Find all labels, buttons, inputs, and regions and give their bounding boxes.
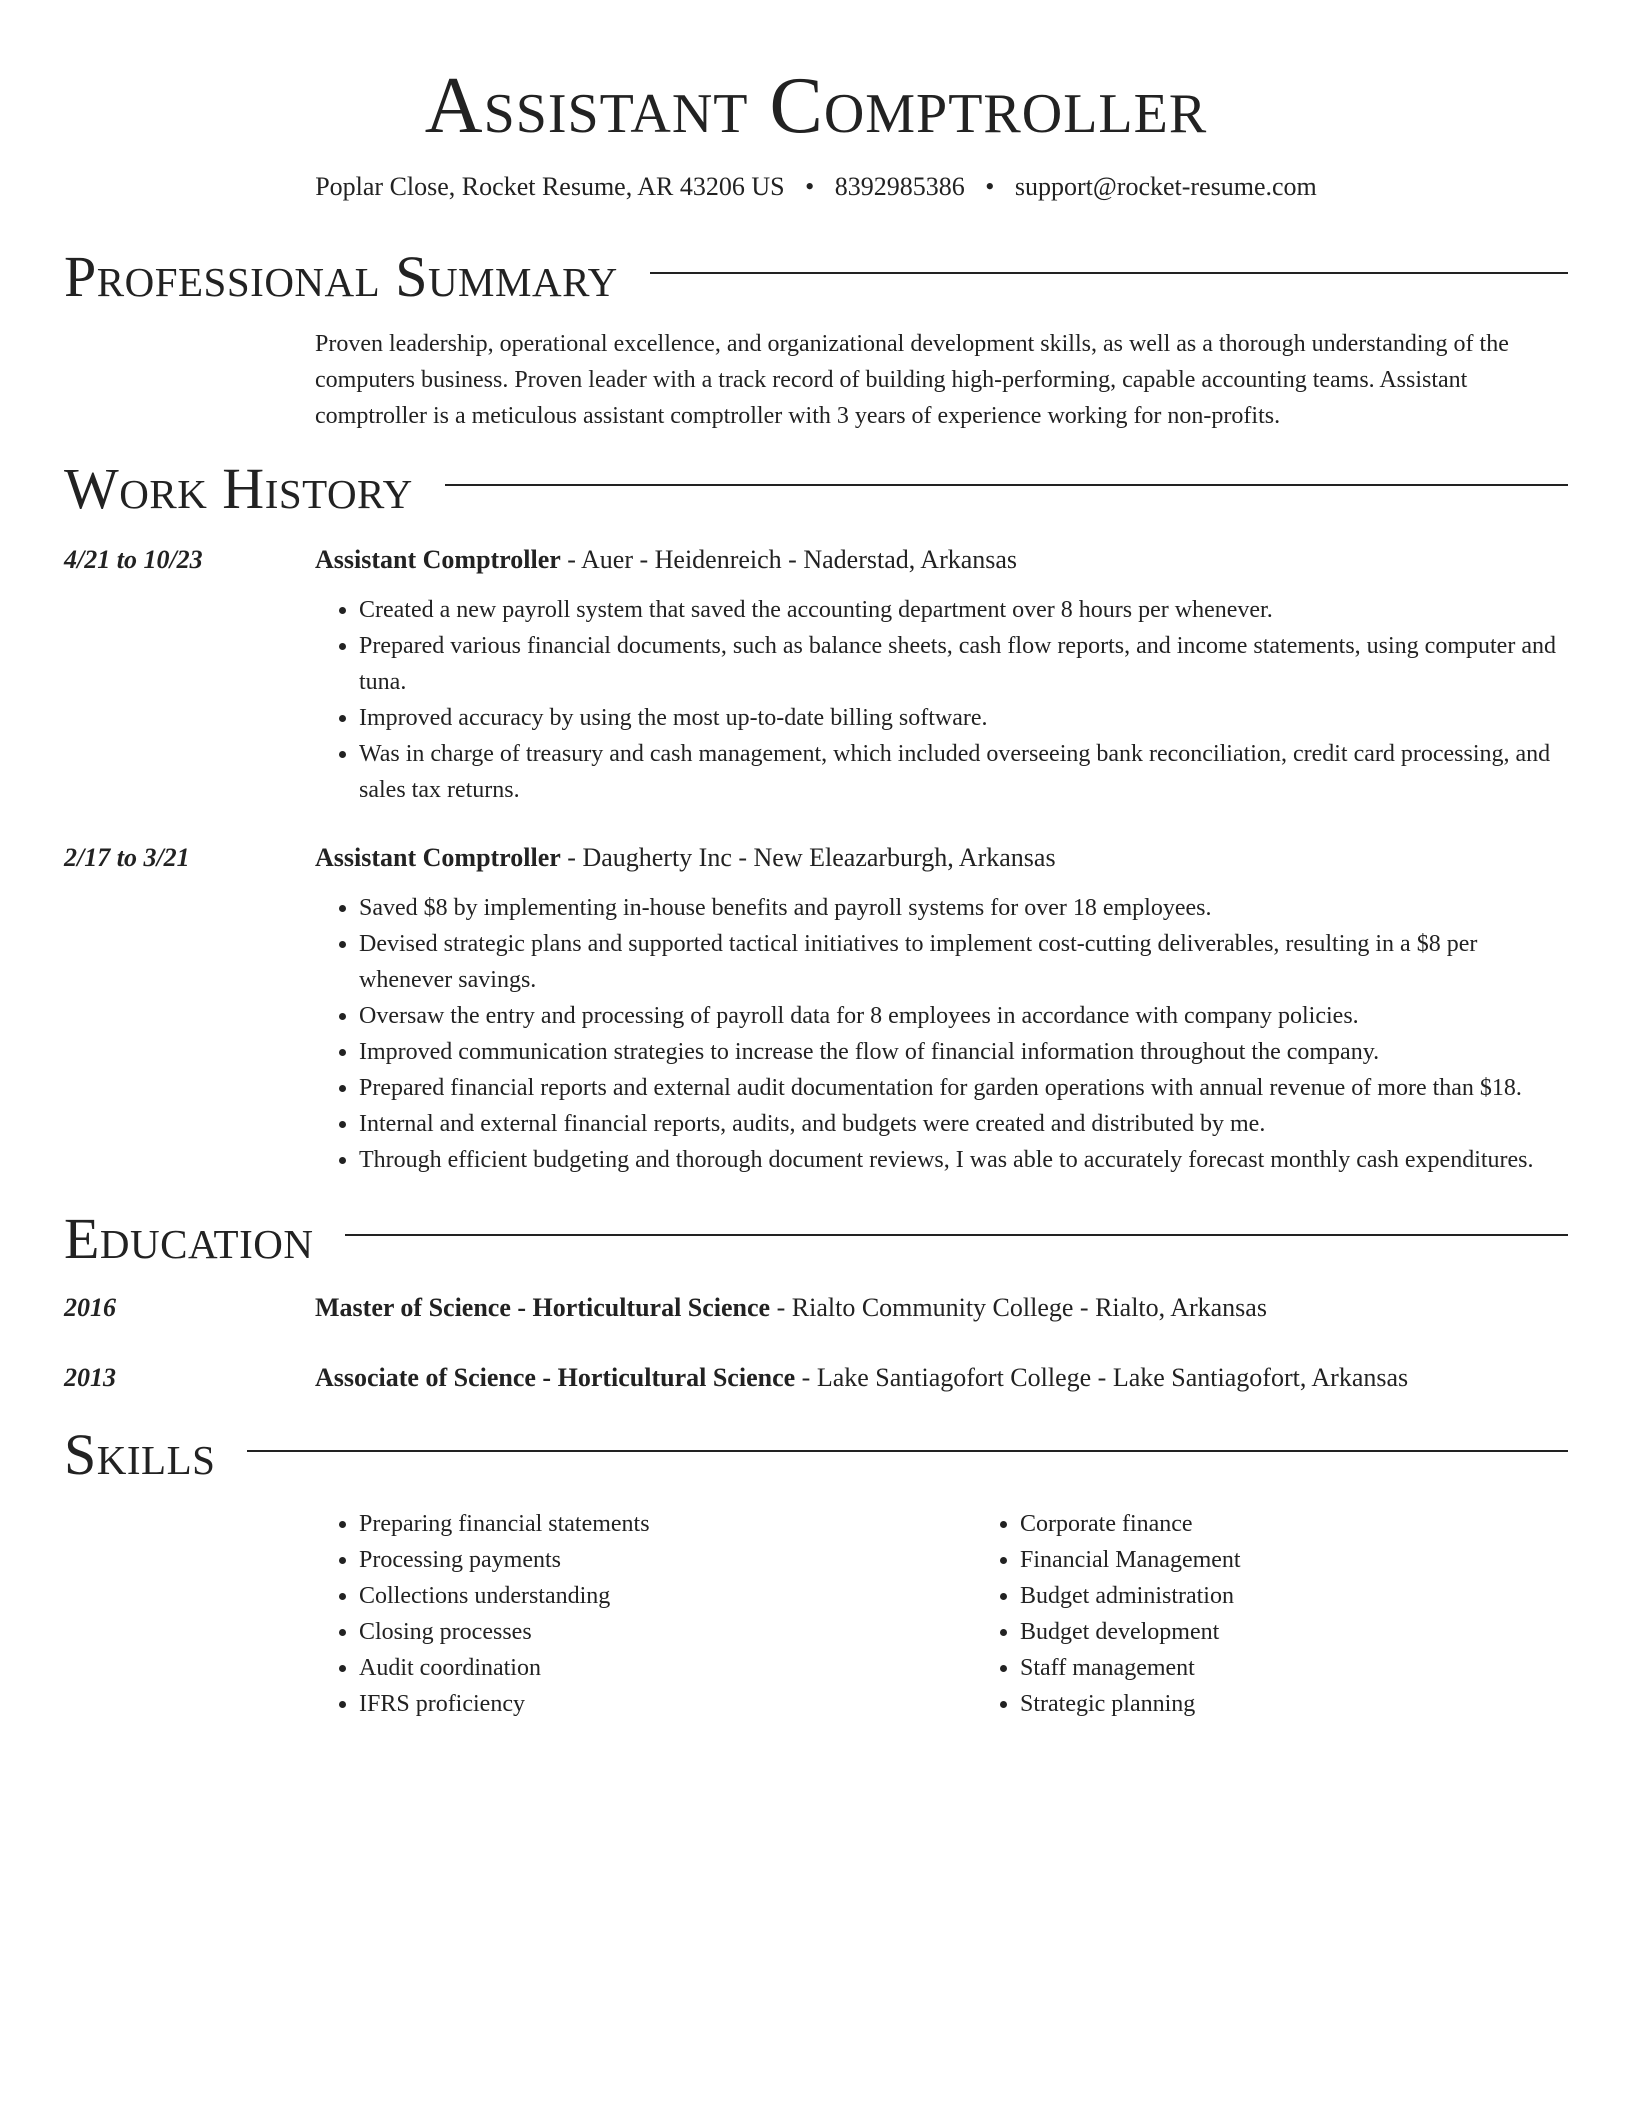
summary-text: Proven leadership, operational excellence, and organizational development skills, as well as a thorough understanding of the computers business. Proven leader with a track record of building high-performing, capable accounting teams. Assistant comptroller is a meticulous assistant comptroller with 3 years of experience working for non-profits. <box>315 331 1509 429</box>
job-details: - Daugherty Inc - New Eleazarburgh, Arkansas <box>560 843 1056 872</box>
skill-item: • Audit coordination <box>359 1650 976 1686</box>
education-year: 2013 <box>64 1363 116 1392</box>
skill-item: • Preparing financial statements <box>359 1506 976 1542</box>
education-details: - Lake Santiagofort College - Lake Santiagofort, Arkansas <box>795 1363 1409 1392</box>
job-dates: 2/17 to 3/21 <box>64 843 190 872</box>
skill-item: • Financial Management <box>1020 1542 1632 1578</box>
job-bullet: • Created a new payroll system that saved the accounting department over 8 hours per whenever. <box>359 592 1568 628</box>
education-year: 2016 <box>64 1293 116 1322</box>
section-divider <box>650 272 1568 274</box>
job-bullet: • Prepared various financial documents, such as balance sheets, cash flow reports, and income statements, using computer and tuna. <box>359 628 1568 700</box>
job-bullet: • Oversaw the entry and processing of payroll data for 8 employees in accordance with company policies. <box>359 998 1568 1034</box>
contact-address: Poplar Close, Rocket Resume, AR 43206 US <box>315 172 785 201</box>
job-bullet: • Improved accuracy by using the most up-to-date billing software. <box>359 700 1568 736</box>
skills-spacer <box>64 1490 315 1722</box>
education-entry <box>64 1290 1568 1326</box>
summary-spacer <box>64 326 315 434</box>
job-bullets <box>315 592 1568 808</box>
job-bullet: • Improved communication strategies to increase the flow of financial information throughout the company. <box>359 1034 1568 1070</box>
contact-separator: • <box>985 172 995 201</box>
summary-row <box>64 326 1568 434</box>
section-divider <box>345 1234 1568 1236</box>
contact-separator: • <box>805 172 815 201</box>
skills-columns <box>315 1506 1632 1722</box>
skills-list-right <box>976 1506 1632 1722</box>
skill-item: • Corporate finance <box>1020 1506 1632 1542</box>
skill-item: • Processing payments <box>359 1542 976 1578</box>
resume-page <box>64 0 1568 1722</box>
job-bullet: • Through efficient budgeting and thorough document reviews, I was able to accurately forecast monthly cash expenditures. <box>359 1142 1568 1178</box>
skills-section-title: Skills <box>64 1422 216 1487</box>
skill-item: • Strategic planning <box>1020 1686 1632 1722</box>
education-section-header <box>64 1204 1568 1274</box>
job-heading <box>315 840 1568 876</box>
skill-item: • Budget administration <box>1020 1578 1632 1614</box>
contact-email: support@rocket-resume.com <box>1014 172 1317 201</box>
job-bullets <box>315 890 1568 1178</box>
skills-section-header <box>64 1420 1568 1490</box>
job-position: Assistant Comptroller <box>315 843 561 872</box>
summary-section-header <box>64 242 1568 312</box>
job-bullet: • Internal and external financial reports, audits, and budgets were created and distributed by me. <box>359 1106 1568 1142</box>
skills-list-left <box>315 1506 976 1722</box>
job-details: - Auer - Heidenreich - Naderstad, Arkansas <box>560 545 1018 574</box>
skill-item: • Collections understanding <box>359 1578 976 1614</box>
resume-name: Assistant Comptroller <box>424 62 1208 150</box>
contact-phone: 8392985386 <box>834 172 965 201</box>
job-entry <box>64 840 1568 1178</box>
work-section-header <box>64 454 1568 524</box>
skills-row <box>64 1490 1568 1722</box>
job-bullet: • Devised strategic plans and supported tactical initiatives to implement cost-cutting deliverables, resulting in a $8 per whenever savings. <box>359 926 1568 998</box>
work-section-title: Work History <box>64 456 413 521</box>
job-bullet: • Was in charge of treasury and cash management, which included overseeing bank reconciliation, credit card processing, and sales tax returns. <box>359 736 1568 808</box>
summary-section-title: Professional Summary <box>64 244 618 309</box>
education-entry <box>64 1360 1568 1396</box>
job-dates: 4/21 to 10/23 <box>64 545 203 574</box>
skill-item: • Closing processes <box>359 1614 976 1650</box>
skill-item: • Staff management <box>1020 1650 1632 1686</box>
skill-item: • IFRS proficiency <box>359 1686 976 1722</box>
job-heading <box>315 542 1568 578</box>
job-bullet: • Prepared financial reports and external audit documentation for garden operations with annual revenue of more than $18. <box>359 1070 1568 1106</box>
skill-item: • Budget development <box>1020 1614 1632 1650</box>
section-divider <box>445 484 1568 486</box>
contact-line <box>64 170 1568 204</box>
job-entry <box>64 542 1568 808</box>
job-bullet: • Saved $8 by implementing in-house benefits and payroll systems for over 18 employees. <box>359 890 1568 926</box>
education-degree: Master of Science - Horticultural Science <box>315 1293 771 1322</box>
section-divider <box>247 1450 1568 1452</box>
job-position: Assistant Comptroller <box>315 545 561 574</box>
education-section-title: Education <box>64 1206 314 1271</box>
education-details: - Rialto Community College - Rialto, Arkansas <box>770 1293 1267 1322</box>
education-degree: Associate of Science - Horticultural Science <box>315 1363 796 1392</box>
